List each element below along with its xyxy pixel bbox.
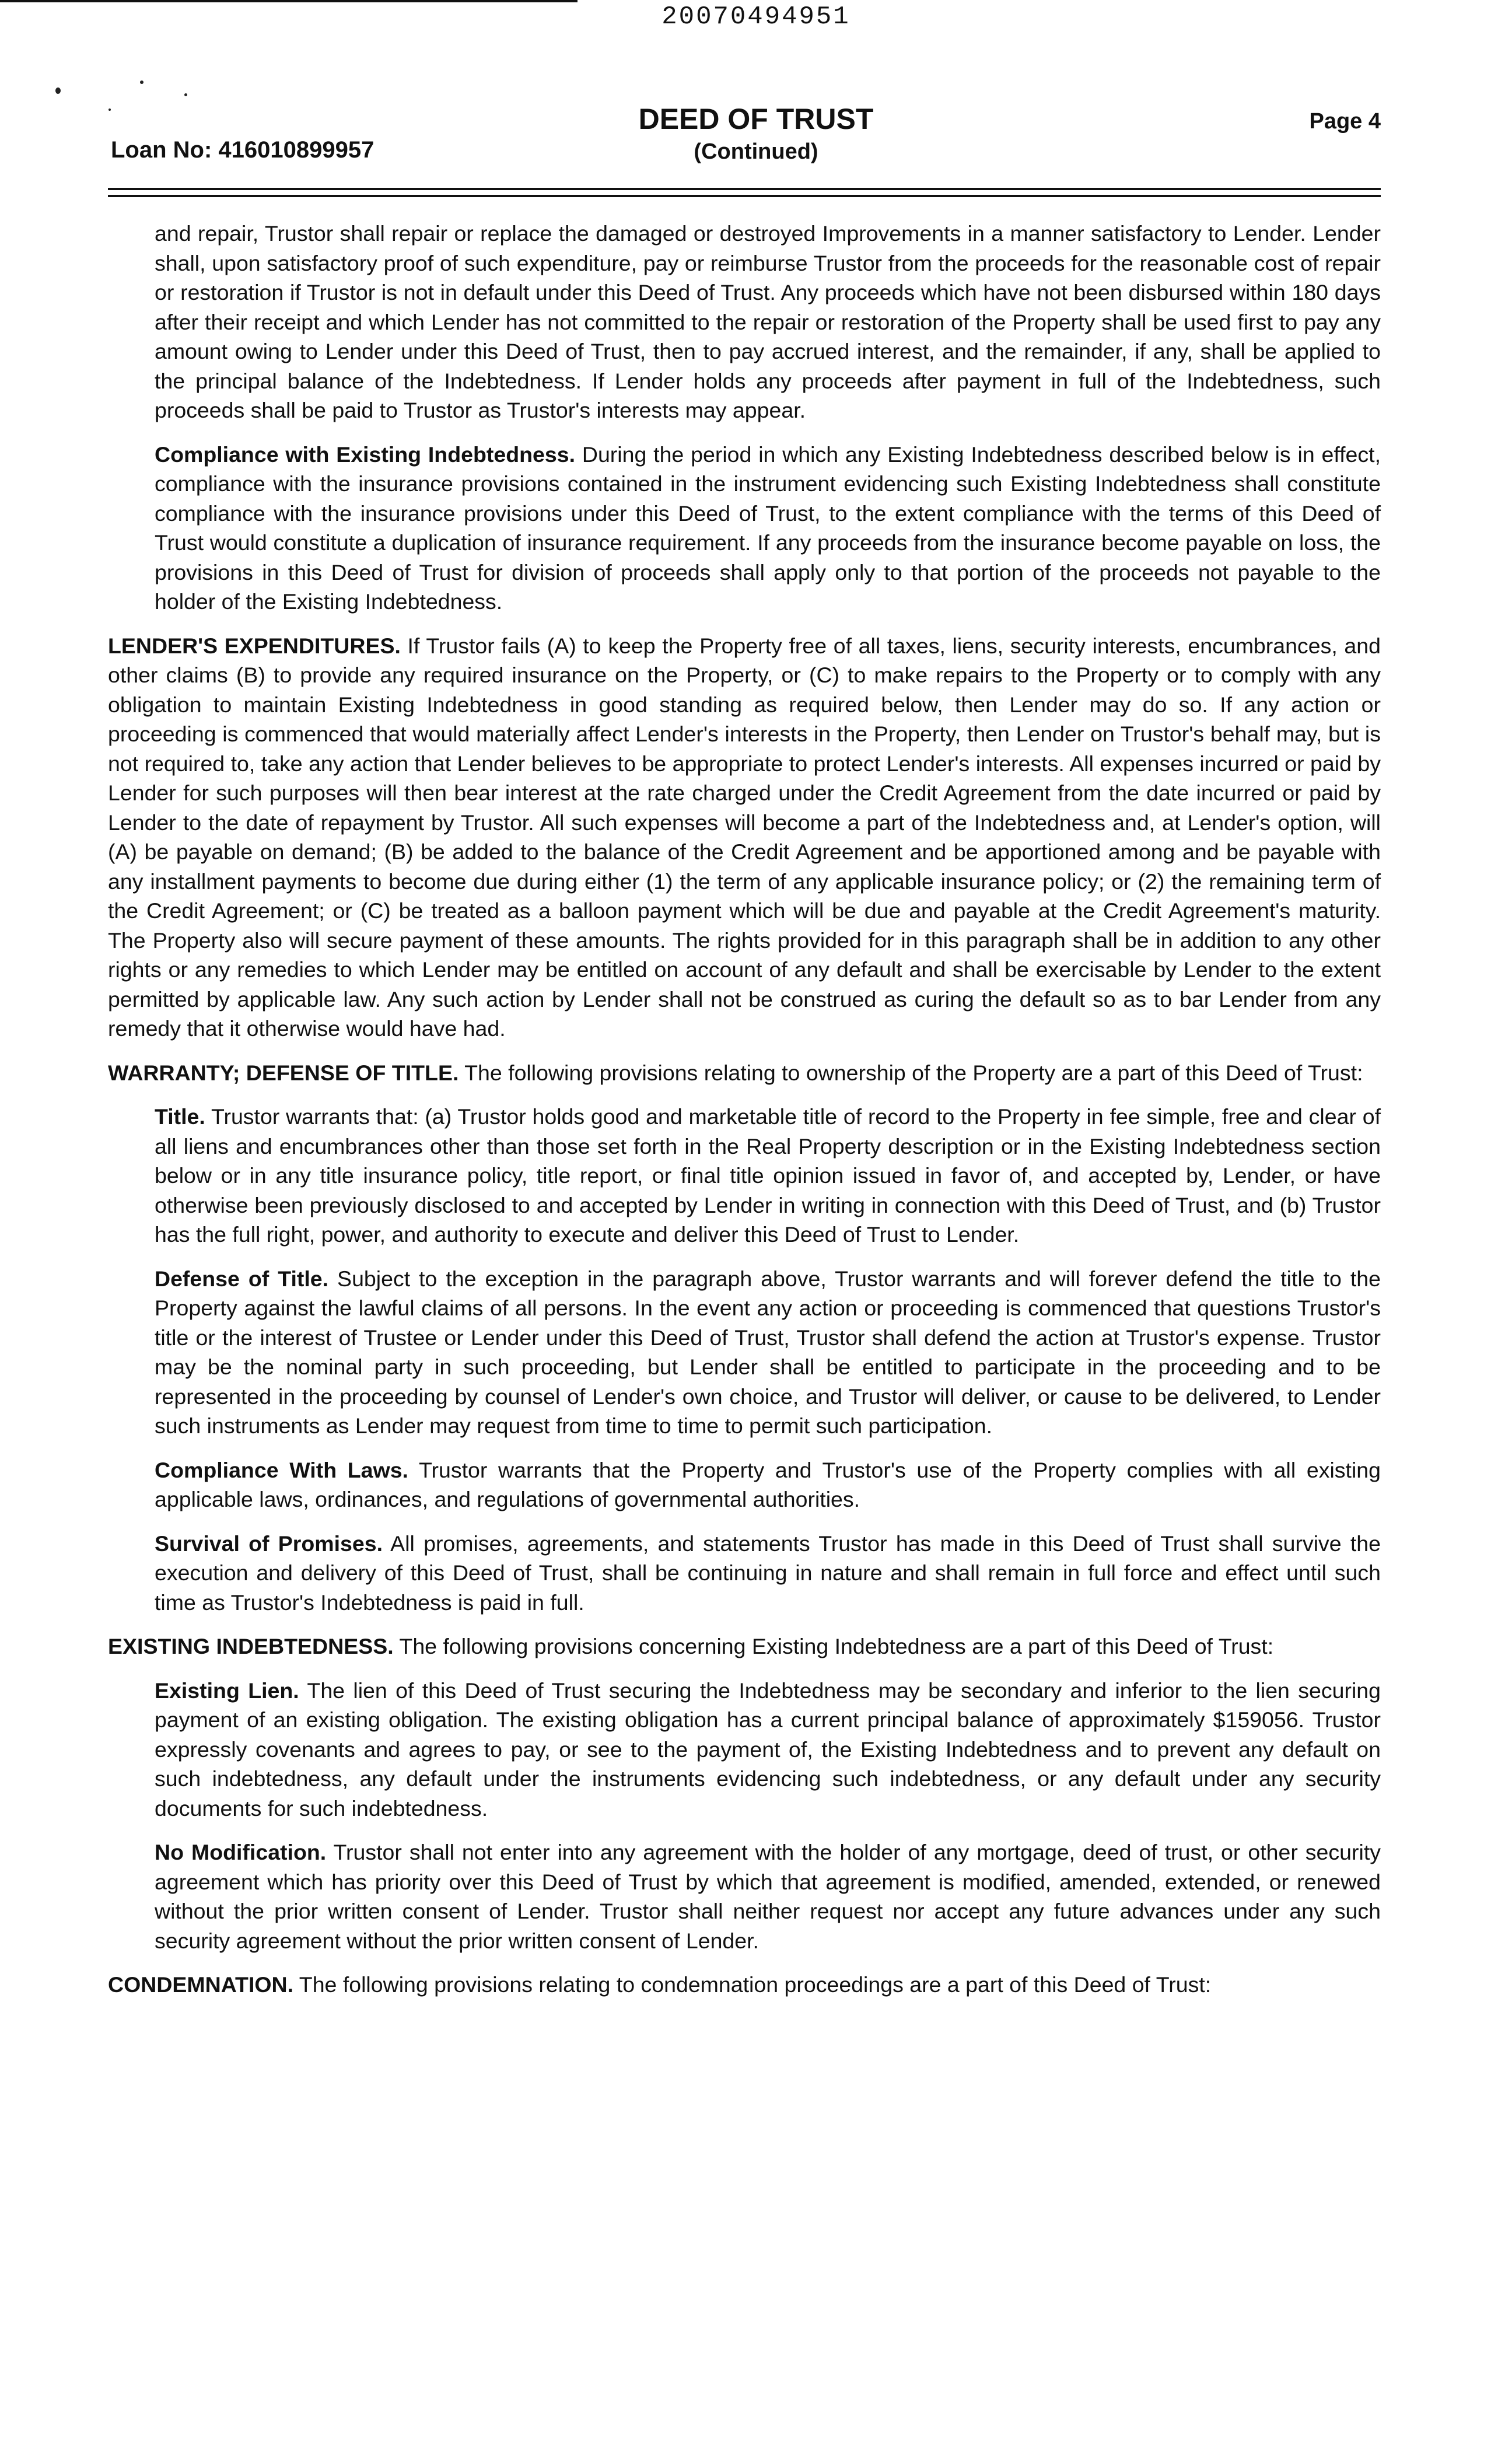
paragraph-condemnation [108, 1970, 1381, 2000]
paragraph-existing-lien [155, 1676, 1381, 1824]
header-rule-bottom [108, 195, 1381, 197]
paragraph-heading: Existing Lien. [155, 1678, 299, 1703]
document-subtitle: (Continued) [694, 139, 818, 164]
page-number: Page 4 [1309, 109, 1381, 134]
paragraph-heading: Title. [155, 1104, 205, 1129]
paragraph-text: If Trustor fails (A) to keep the Property free of all taxes, liens, security interests, encumbrances, and other claims (B) to provide any required insurance on the Property, or (C) to make repairs to the Property or to comply with any obligation to maintain Existing Indebtedness in good standing as required below, then Lender may do so. If any action or proceeding is commenced that would materially affect Lender's interests in the Property, then Lender on Trustor's behalf may, but is not required to, take any action that Lender believes to be appropriate to protect Lender's interests. All expenses incurred or paid by Lender for such purposes will then bear interest at the rate charged under the Credit Agreement from the date incurred or paid by Lender to the date of repayment by Trustor. All such expenses will become a part of the Indebtedness and, at Lender's option, will (A) be payable on demand; (B) be added to the balance of the Credit Agreement and be apportioned among and be payable with any installment payments to become due during either (1) the term of any applicable insurance policy; or (2) the remaining term of the Credit Agreement; or (C) be treated as a balloon payment which will be due and payable at the Credit Agreement's maturity. The Property also will secure payment of these amounts. The rights provided for in this paragraph shall be in addition to any other rights or any remedies to which Lender may be entitled on account of any default and shall be exercisable by Lender to the extent permitted by applicable law. Any such action by Lender shall not be construed as curing the default so as to bar Lender from any remedy that it otherwise would have had. [108, 633, 1381, 1041]
paragraph-heading: No Modification. [155, 1840, 327, 1864]
paragraph-heading: Compliance With Laws. [155, 1457, 408, 1482]
recording-number: 20070494951 [662, 2, 850, 32]
paragraph-text: The following provisions concerning Existing Indebtedness are a part of this Deed of Trust: [393, 1634, 1274, 1658]
document-body [108, 219, 1381, 2014]
paragraph-compliance-with-laws [155, 1455, 1381, 1514]
paragraph-survival-of-promises [155, 1529, 1381, 1618]
paragraph-existing-indebtedness [108, 1632, 1381, 1661]
paragraph-compliance-existing-indebtedness [155, 440, 1381, 617]
section-heading: WARRANTY; DEFENSE OF TITLE. [108, 1060, 459, 1085]
section-heading: CONDEMNATION. [108, 1972, 294, 1997]
paragraph-text: All promises, agreements, and statements Trustor has made in this Deed of Trust shall survive the execution and delivery of this Deed of Trust, shall be continuing in nature and shall remain in full force and effect until such time as Trustor's Indebtedness is paid in full. [155, 1531, 1381, 1615]
paragraph-text: During the period in which any Existing Indebtedness described below is in effect, compliance with the insurance provisions contained in the instrument evidencing such Existing Indebtedness shall constitute compliance with the insurance provisions under this Deed of Trust, to the extent compliance with the terms of this Deed of Trust would constitute a duplication of insurance requirement. If any proceeds from the insurance become payable on loss, the provisions in this Deed of Trust for division of proceeds shall apply only to that portion of the proceeds not payable to the holder of the Existing Indebtedness. [155, 442, 1381, 614]
paragraph-heading: Compliance with Existing Indebtedness. [155, 442, 576, 467]
paragraph-text: Subject to the exception in the paragraph above, Trustor warrants and will forever defend the title to the Property against the lawful claims of all persons. In the event any action or proceeding is commenced that questions Trustor's title or the interest of Trustee or Lender under this Deed of Trust, Trustor shall defend the action at Trustor's expense. Trustor may be the nominal party in such proceeding, but Lender shall be entitled to participate in the proceeding and to be represented in the proceeding by counsel of Lender's own choice, and Trustor will deliver, or cause to be delivered, to Lender such instruments as Lender may request from time to time to permit such participation. [155, 1266, 1381, 1438]
paragraph-title [155, 1102, 1381, 1250]
paragraph-text: Trustor shall not enter into any agreement with the holder of any mortgage, deed of trust, or other security agreement which has priority over this Deed of Trust by which that agreement is modified, amended, extended, or renewed without the prior written consent of Lender. Trustor shall neither request nor accept any future advances under any such security agreement without the prior written consent of Lender. [155, 1840, 1381, 1953]
paragraph-text: The following provisions relating to condemnation proceedings are a part of this Deed of Trust: [293, 1972, 1212, 1997]
paragraph-lenders-expenditures [108, 631, 1381, 1044]
section-heading: LENDER'S EXPENDITURES. [108, 633, 401, 658]
paragraph-text: The lien of this Deed of Trust securing the Indebtedness may be secondary and inferior to the lien securing payment of an existing obligation. The existing obligation has a current principal balance of approximately $159056. Trustor expressly covenants and agrees to pay, or see to the payment of, the Existing Indebtedness and to prevent any default on such indebtedness, any default under the instruments evidencing such indebtedness, or any default under any security documents for such indebtedness. [155, 1678, 1381, 1821]
paragraph-text: and repair, Trustor shall repair or replace the damaged or destroyed Improvements in a manner satisfactory to Lender. Lender shall, upon satisfactory proof of such expenditure, pay or reimburse Trustor from the proceeds for the reasonable cost of repair or restoration if Trustor is not in default under this Deed of Trust. Any proceeds which have not been disbursed within 180 days after their receipt and which Lender has not committed to the repair or restoration of the Property shall be used first to pay any amount owing to Lender under this Deed of Trust, then to pay accrued interest, and the remainder, if any, shall be applied to the principal balance of the Indebtedness. If Lender holds any proceeds after payment in full of the Indebtedness, such proceeds shall be paid to Trustor as Trustor's interests may appear. [155, 221, 1381, 422]
paragraph-warranty-defense-of-title [108, 1058, 1381, 1088]
paragraph-insurance-proceeds [155, 219, 1381, 425]
section-heading: EXISTING INDEBTEDNESS. [108, 1634, 394, 1658]
document-title: DEED OF TRUST [638, 103, 874, 135]
paragraph-text: Trustor warrants that the Property and Trustor's use of the Property complies with all existing applicable laws, ordinances, and regulations of governmental authorities. [155, 1457, 1381, 1511]
paragraph-defense-of-title [155, 1264, 1381, 1441]
paragraph-text: The following provisions relating to ownership of the Property are a part of this Deed of Trust: [459, 1060, 1363, 1085]
loan-number: Loan No: 416010899957 [111, 137, 374, 163]
paragraph-no-modification [155, 1838, 1381, 1955]
page-header [0, 102, 1512, 178]
paragraph-text: Trustor warrants that: (a) Trustor holds good and marketable title of record to the Property in fee simple, free and clear of all liens and encumbrances other than those set forth in the Real Property description or in the Existing Indebtedness section below or in any title insurance policy, title report, or final title opinion issued in favor of, and accepted by, Lender, or have otherwise been previously disclosed to and accepted by Lender in writing in connection with this Deed of Trust, and (b) Trustor has the full right, power, and authority to execute and deliver this Deed of Trust to Lender. [155, 1104, 1381, 1247]
header-rule-top [108, 188, 1381, 190]
paragraph-heading: Defense of Title. [155, 1266, 329, 1291]
paragraph-heading: Survival of Promises. [155, 1531, 383, 1556]
